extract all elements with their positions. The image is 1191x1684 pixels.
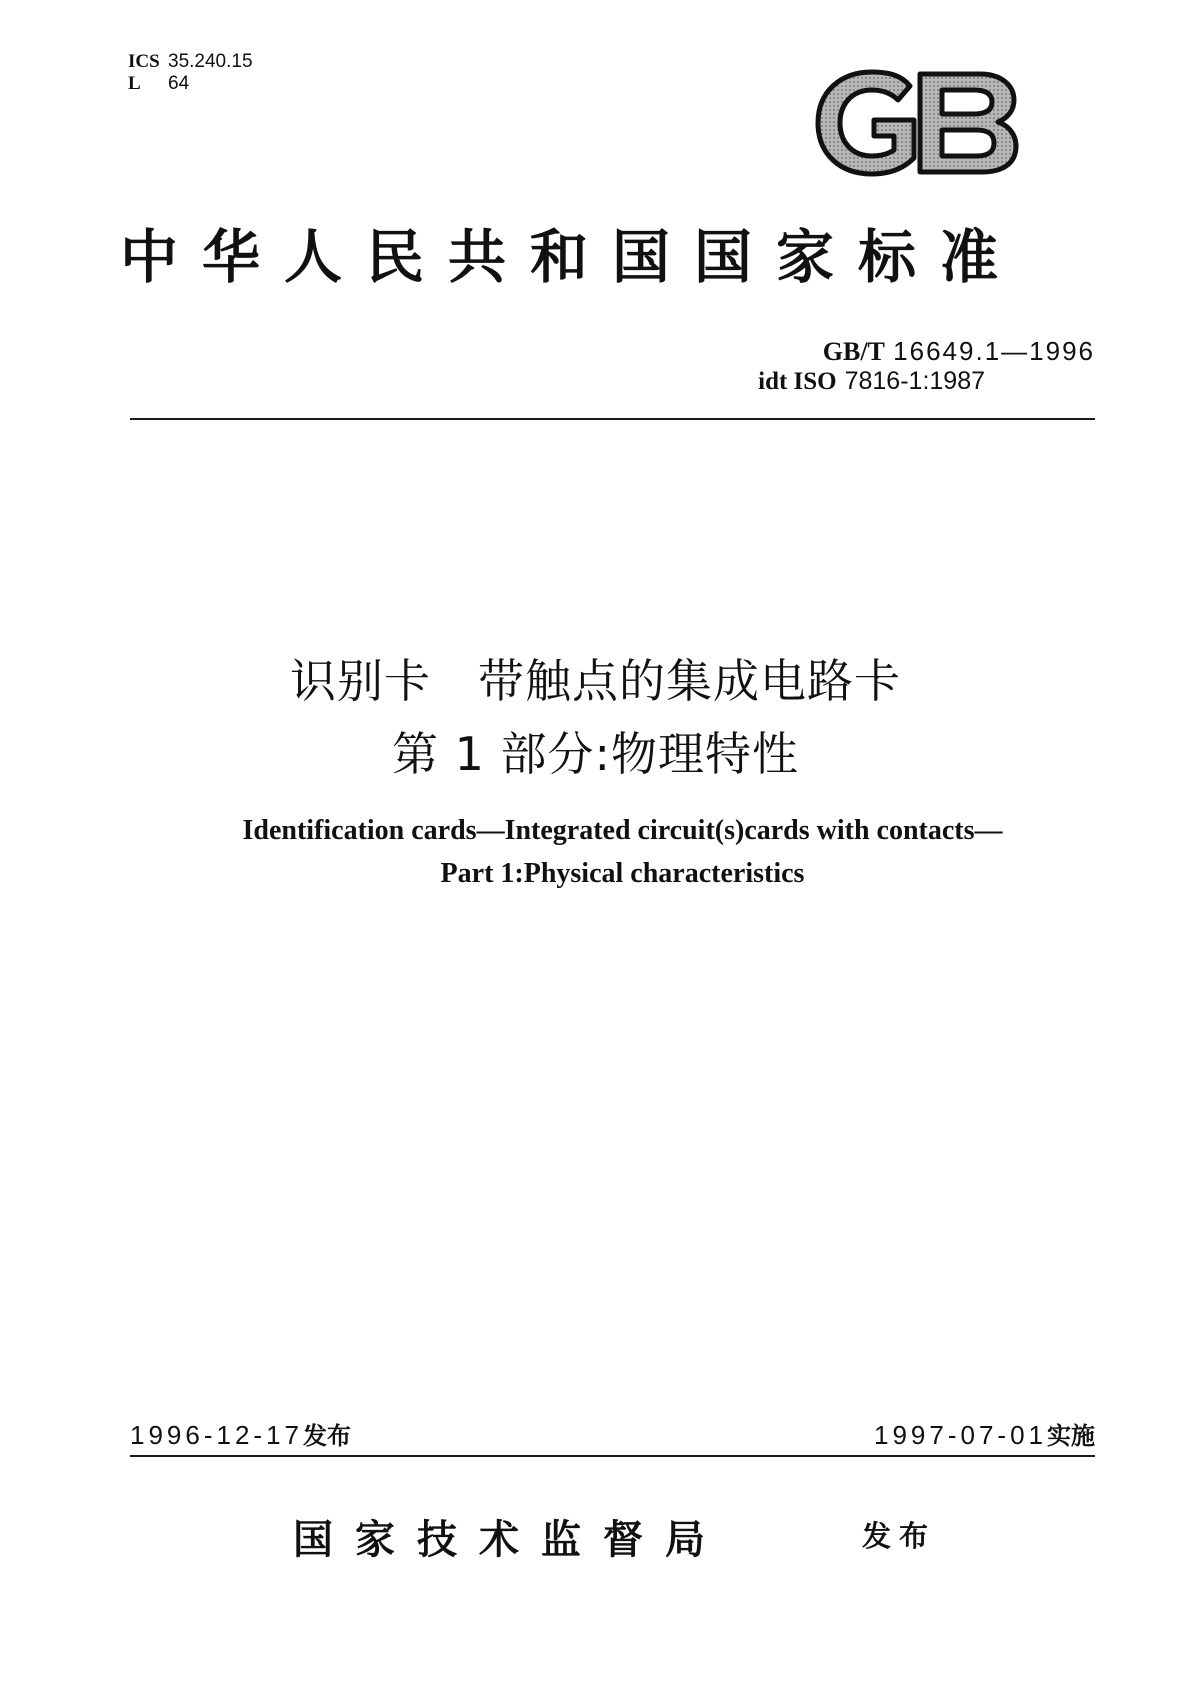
- title-cn-line-1: 识别卡 带触点的集成电路卡: [290, 654, 901, 708]
- l-value: 64: [168, 73, 190, 94]
- ics-label: ICS: [128, 51, 160, 72]
- standard-number-value: 16649.1—1996: [893, 336, 1095, 366]
- gb-logo-g: [818, 72, 914, 174]
- title-en-line-2: Part 1:Physical characteristics: [440, 858, 805, 889]
- issue-date: [130, 1416, 351, 1451]
- publisher-name: 国家技术监督局: [293, 1516, 727, 1563]
- top-divider: [130, 418, 1095, 420]
- idt-value: 7816-1:1987: [844, 367, 985, 395]
- standard-number-prefix: GB/T: [822, 337, 885, 366]
- issue-date-word: 发布: [303, 1422, 351, 1450]
- idt-prefix: idt ISO: [758, 368, 837, 395]
- publish-action: 发布: [862, 1519, 937, 1553]
- idt-iso-number: [700, 366, 985, 396]
- l-label: L: [128, 73, 141, 94]
- effective-date-value: 1997-07-01: [874, 1420, 1047, 1450]
- bottom-divider: [130, 1455, 1095, 1457]
- national-standard-title: 中华人民共和国国家标准: [120, 223, 1023, 291]
- gb-logo-b: [920, 74, 1016, 172]
- standard-number: [700, 336, 1095, 367]
- gb-logo-icon: [812, 68, 1020, 178]
- effective-date-word: 实施: [1047, 1422, 1095, 1450]
- title-cn-line-2: 第 1 部分:物理特性: [391, 727, 799, 781]
- effective-date: [700, 1416, 1095, 1451]
- l-code: [128, 72, 189, 95]
- ics-code: [128, 50, 253, 73]
- title-en-line-1: Identification cards—Integrated circuit(s)cards with contacts—: [242, 815, 1003, 846]
- ics-value: 35.240.15: [168, 51, 253, 72]
- issue-date-value: 1996-12-17: [130, 1420, 303, 1450]
